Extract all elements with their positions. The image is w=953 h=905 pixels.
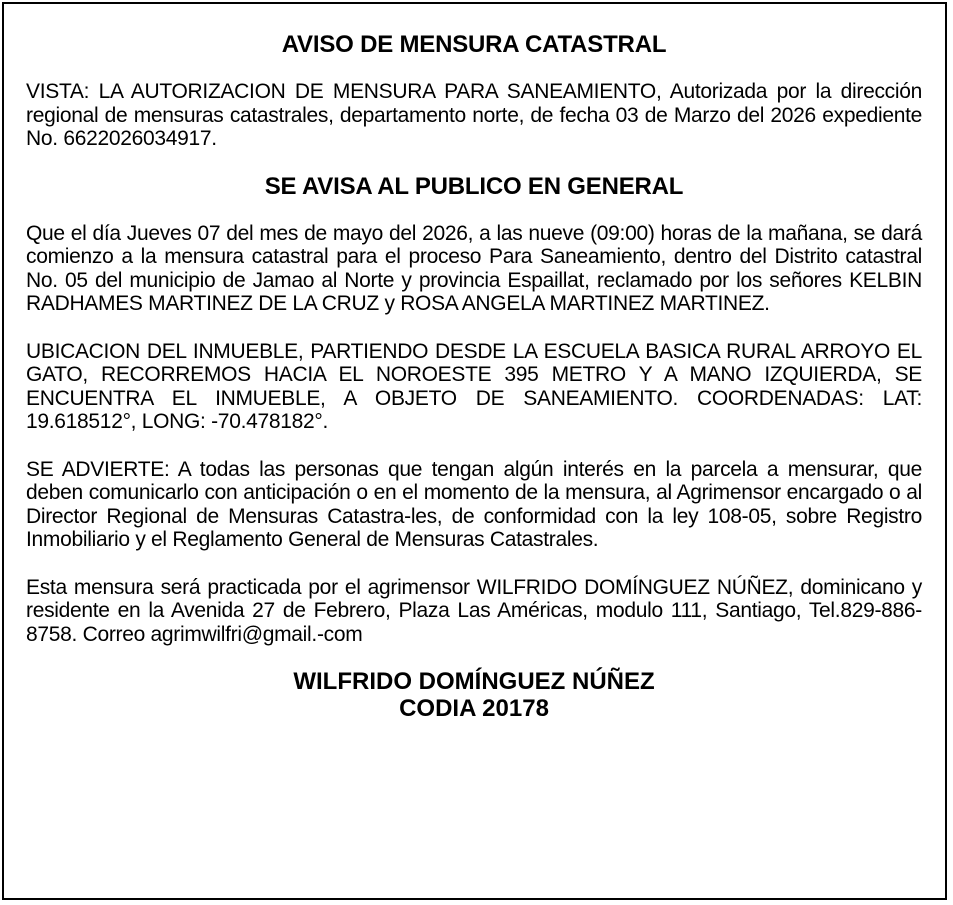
signature-codia: CODIA 20178 xyxy=(399,695,549,722)
vista-paragraph: VISTA: LA AUTORIZACION DE MENSURA PARA SANEAMIENTO, Autorizada por la dirección regional de mensuras catastrales, departamento norte, de fecha 03 de Marzo del 2026 expediente No. 6622026034917. xyxy=(26,80,922,150)
notice-body xyxy=(26,30,922,722)
notice-title: AVISO DE MENSURA CATASTRAL xyxy=(281,31,667,58)
signature-name: WILFRIDO DOMÍNGUEZ NÚÑEZ xyxy=(293,668,655,695)
warning-paragraph: SE ADVIERTE: A todas las personas que tengan algún interés en la parcela a mensurar, que deben comunicarlo con anticipación o en el momento de la mensura, al Agrimensor encargado o al Director Regional de Mensuras Catastra-les, de conformidad con la ley 108-05, sobre Registro Inmobiliario y el Reglamento General de Mensuras Catastrales. xyxy=(26,457,922,551)
surveyor-paragraph: Esta mensura será practicada por el agrimensor WILFRIDO DOMÍNGUEZ NÚÑEZ, dominicano y residente en la Avenida 27 de Febrero, Plaza Las Américas, modulo 111, Santiago, Tel.829-886-8758. Correo agrimwilfri@gmail.-com xyxy=(26,575,922,646)
signature-block xyxy=(26,668,922,722)
schedule-paragraph: Que el día Jueves 07 del mes de mayo del 2026, a las nueve (09:00) horas de la mañana, se dará comienzo a la mensura catastral para el proceso Para Saneamiento, dentro del Distrito catastral No. 05 del municipio de Jamao al Norte y provincia Espaillat, reclamado por los señores KELBIN RADHAMES MARTINEZ DE LA CRUZ y ROSA ANGELA MARTINEZ MARTINEZ. xyxy=(26,221,922,315)
public-notice-heading: SE AVISA AL PUBLICO EN GENERAL xyxy=(264,172,684,200)
location-paragraph: UBICACION DEL INMUEBLE, PARTIENDO DESDE LA ESCUELA BASICA RURAL ARROYO EL GATO, RECORREMOS HACIA EL NOROESTE 395 METRO Y A MANO IZQUIERDA, SE ENCUENTRA EL INMUEBLE, A OBJETO DE SANEAMIENTO. COORDENADAS: LAT: 19.618512°, LONG: -70.478182°. xyxy=(26,339,922,433)
